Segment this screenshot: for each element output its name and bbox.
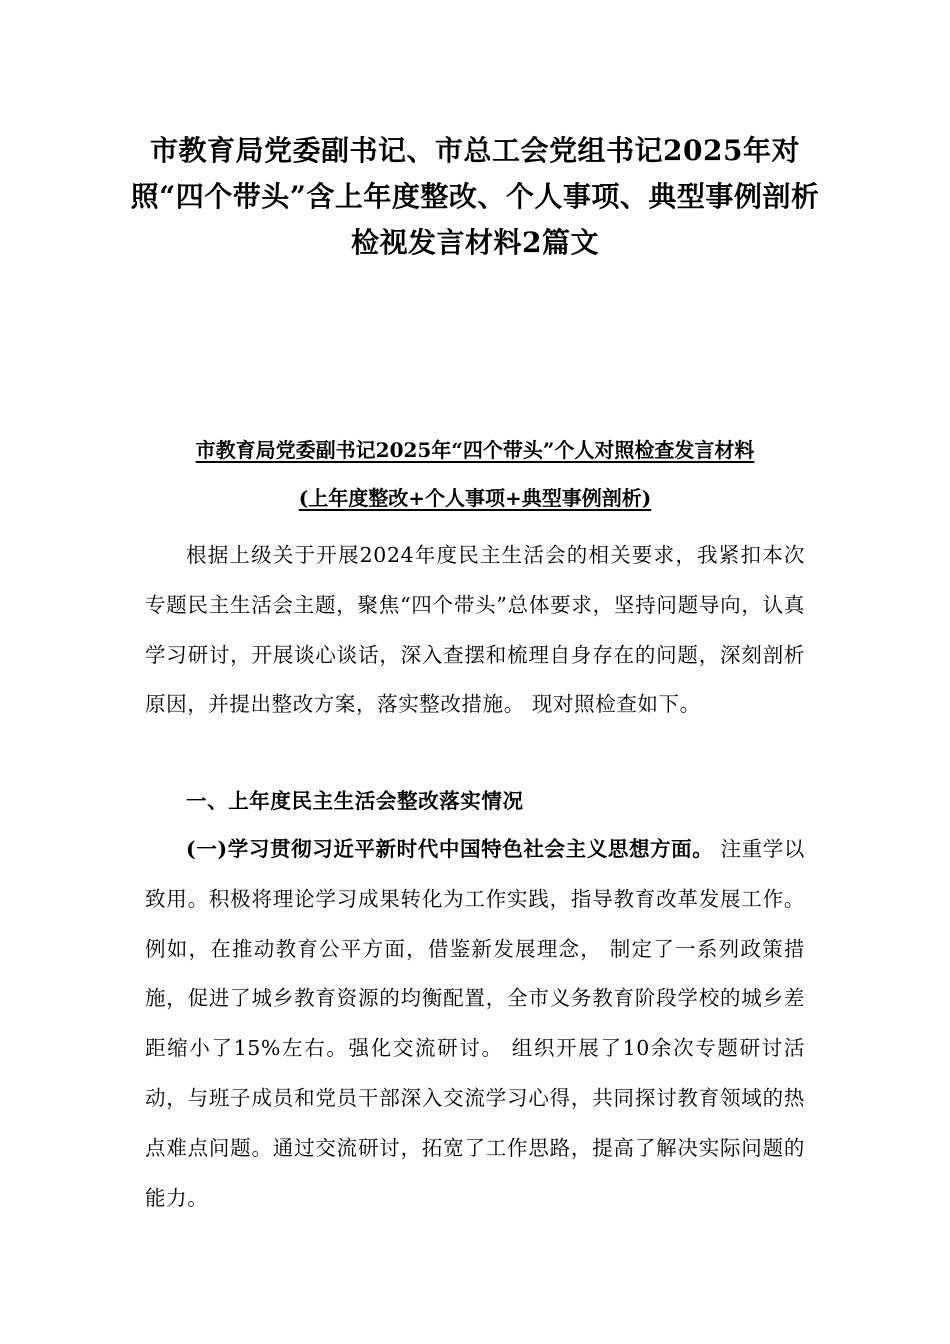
study-paragraph [145,825,805,1223]
section-heading-1: 一、上年度民主生活会整改落实情况 [186,789,524,813]
document-title: 市教育局党委副书记、市总工会党组书记2025年对照“四个带头”含上年度整改、个人事项、典型事例剖析检视发言材料2篇文 [130,134,820,259]
paragraph-body: 注重学以致用。积极将理论学习成果转化为工作实践，指导教育改革发展工作。例如，在推动教育公平方面，借鉴新发展理念， 制定了一系列政策措施，促进了城乡教育资源的均衡配置，全市义务教育阶段学校的城乡差距缩小了15%左右。强化交流研讨。 组织开展了10余次专题研讨活动，与班子成员和党员干部深入交流学习心得，共同探讨教育领域的热点难点问题。通过交流研讨，拓宽了工作思路，提高了解决实际问题的能力。 [145,837,805,1210]
subtitle-line-1: 市教育局党委副书记2025年“四个带头”个人对照检查发言材料 [195,438,755,462]
paragraph-lead: (一)学习贯彻习近平新时代中国特色社会主义思想方面。 [186,837,714,861]
subtitle-line-2: (上年度整改+个人事项+典型事例剖析) [298,486,652,510]
intro-paragraph: 根据上级关于开展2024年度民主生活会的相关要求，我紧扣本次专题民主生活会主题，聚焦“四个带头”总体要求，坚持问题导向，认真学习研讨，开展谈心谈话，深入查摆和梳理自身存在的问题，深刻剖析原因，并提出整改方案，落实整改措施。 现对照检查如下。 [145,543,805,717]
